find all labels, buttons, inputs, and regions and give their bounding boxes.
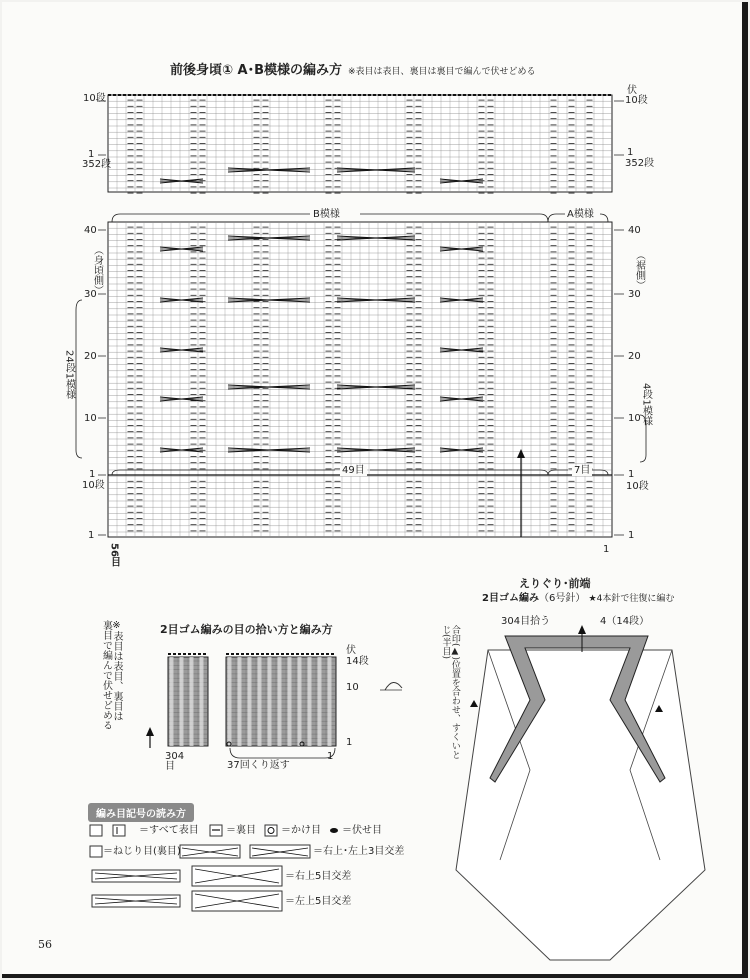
legend-knit-box-2: [113, 825, 125, 836]
row-label-right-10: 10段: [625, 95, 648, 106]
rib-knit-column: [180, 657, 184, 746]
row-label-left-352: 352段: [82, 159, 112, 170]
stitch-count-b: 49目: [342, 465, 365, 476]
rib-knit-column: [228, 657, 232, 746]
collar-subtitle-row: 2目ゴム編み（6号針） ★4本針で往復に編む: [482, 593, 675, 604]
legend-knit-box: [90, 825, 102, 836]
row-number-left-20: 20: [84, 351, 97, 362]
stitch-count-a: 7目: [574, 465, 591, 476]
stitch-number-left: 56目: [108, 543, 120, 567]
collar-center-arrow-head: [578, 625, 586, 634]
legend-cross5r: ＝右上5目交差: [285, 871, 352, 882]
repeat-24-label: 24段1模様: [63, 350, 75, 400]
rib-knit-column: [258, 657, 262, 746]
rib-label-bindoff: 伏: [346, 645, 356, 656]
rib-label-14: 14段: [346, 656, 369, 667]
row-label-left-10: 10段: [83, 93, 106, 104]
swirl-arrow: [385, 682, 402, 690]
legend-yo: ＝かけ目: [281, 825, 321, 836]
rib-knit-column: [238, 657, 242, 746]
rib-label-10: 10: [346, 682, 359, 693]
bottom-row-10-left: 10段: [82, 480, 105, 491]
legend-cross3: ＝右上･左上3目交差: [313, 846, 405, 857]
rib-repeat-label: 37回くり返す: [227, 760, 290, 771]
collar-match-note: 合印(▲)位置を合わせ、すくいとじ(半目): [440, 625, 460, 760]
legend-purl: ＝裏目: [226, 825, 256, 836]
legend-twist-box: [90, 846, 102, 857]
rib-knit-column: [170, 657, 174, 746]
pattern-b-label: B模様: [313, 209, 340, 220]
match-mark-left: [470, 700, 478, 707]
row-number-right-20: 20: [628, 351, 641, 362]
bottom-row-10-right: 10段: [626, 481, 649, 492]
legend-yo-box: [265, 825, 277, 836]
bottom-row-1-right: 1: [628, 530, 635, 541]
row-number-left-1: 1: [89, 469, 96, 480]
rib-knit-column: [288, 657, 292, 746]
rib-knit-column: [318, 657, 322, 746]
row-number-left-30: 30: [84, 289, 97, 300]
rib-up-arrow-head: [146, 727, 154, 736]
page-number: 56: [38, 938, 52, 951]
vest-outline: [456, 650, 705, 960]
bottom-row-1-left: 1: [88, 530, 95, 541]
collar-pickup-label: 304目拾う: [501, 616, 551, 627]
rib-stitch-left: 304目: [165, 751, 185, 772]
rib-label-1: 1: [346, 737, 353, 748]
legend-bindoff: ＝伏せ目: [342, 825, 382, 836]
stitch-number-right: 1: [603, 544, 610, 555]
rib-repeat-brace: [230, 748, 335, 758]
row-label-right-1: 1: [627, 147, 634, 158]
row-label-right-bindoff: 伏: [627, 85, 637, 96]
repeat-4-label: 4段1模様: [640, 383, 652, 426]
row-number-right-40: 40: [628, 225, 641, 236]
legend-bindoff-mark: [330, 828, 338, 833]
legend-cross3b-box: [250, 845, 310, 858]
legend-cross3-box: [180, 845, 240, 858]
row-number-right-10: 10: [628, 413, 641, 424]
row-label-right-352: 352段: [625, 158, 655, 169]
legend-knit: ＝すべて表目: [139, 825, 199, 836]
row-label-left-1: 1: [88, 149, 95, 160]
rib-knit-column: [200, 657, 204, 746]
rib-knit-column: [190, 657, 194, 746]
row-number-right-30: 30: [628, 289, 641, 300]
row-number-left-40: 40: [84, 225, 97, 236]
rib-chart-title: 2目ゴム編みの目の拾い方と編み方: [160, 623, 333, 636]
rib-knit-column: [298, 657, 302, 746]
hem-side-label: （裾側）: [633, 250, 645, 290]
left-repeat-brace: [76, 300, 82, 458]
rib-knit-column: [278, 657, 282, 746]
rib-knit-column: [308, 657, 312, 746]
rib-stitch-right: 1: [327, 751, 334, 762]
rib-knit-column: [328, 657, 332, 746]
legend-twist: ＝ねじり目(裏目): [103, 846, 181, 857]
legend-cross5l: ＝左上5目交差: [285, 896, 352, 907]
pattern-a-label: A模様: [567, 209, 594, 220]
body-side-label: （身頃側）: [91, 245, 103, 295]
row-number-left-10: 10: [84, 413, 97, 424]
collar-title: えりぐり･前端: [519, 577, 591, 590]
legend-title: 編み目記号の読み方: [88, 803, 194, 822]
rib-knit-column: [248, 657, 252, 746]
rib-chart-note: ※表目は表目、裏目は裏目で編んで伏せどめる: [100, 620, 122, 730]
chart-title: 前後身頃① A･B模様の編み方 ※表目は表目、裏目は裏目で編んで伏せどめる: [170, 63, 536, 78]
row-number-right-1: 1: [628, 469, 635, 480]
rib-knit-column: [268, 657, 272, 746]
collar-rows-label: 4（14段）: [600, 616, 650, 627]
